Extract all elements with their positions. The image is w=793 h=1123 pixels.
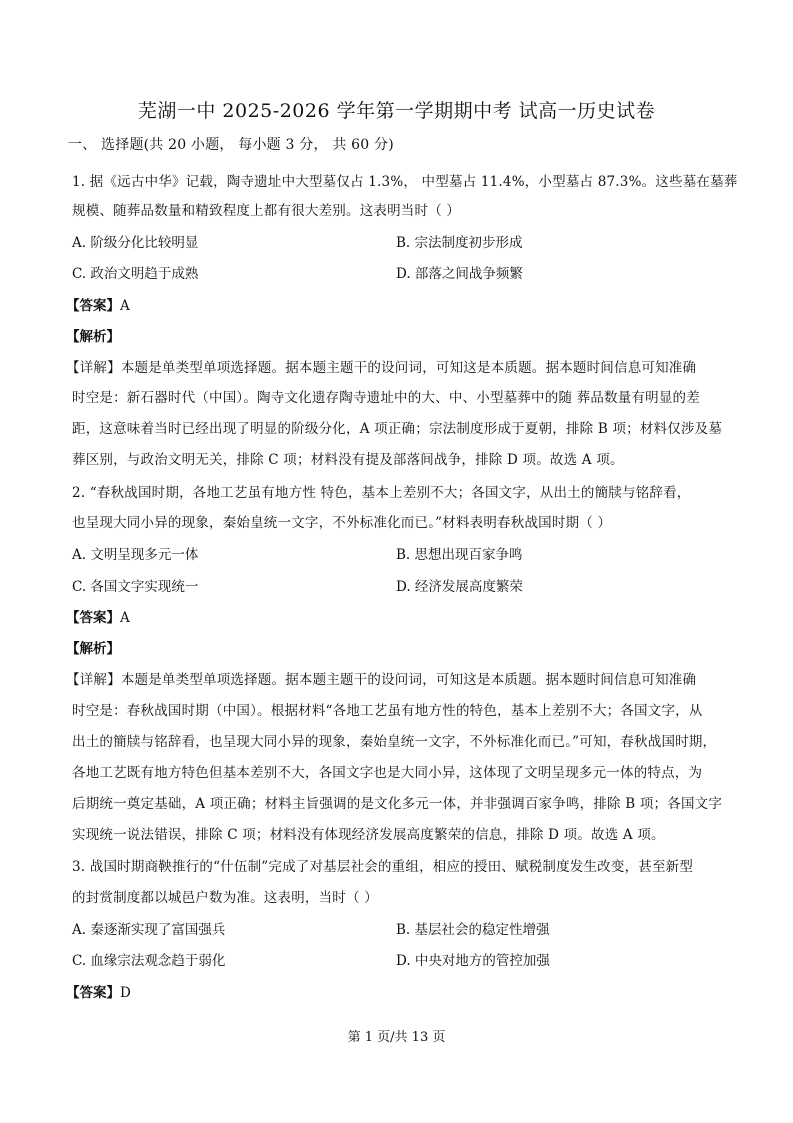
q1-option-c: C. 政治文明趋于成熟 bbox=[72, 266, 199, 282]
q3-stem-line1: 3. 战国时期商鞅推行的“什伍制”完成了对基层社会的重组，相应的授田、赋税制度发生改变，甚至新型 bbox=[72, 859, 694, 875]
q2-detail-line5: 后期统一奠定基础，A 项正确；材料主旨强调的是文化多元一体，并非强调百家争鸣，排除 B 项；各国文字 bbox=[72, 796, 723, 812]
q2-option-a: A. 文明呈现多元一体 bbox=[72, 547, 199, 563]
q3-stem-line2: 的封赏制度都以城邑户数为准。这表明，当时（ ） bbox=[72, 890, 378, 906]
detail-label: 【详解】 bbox=[66, 672, 121, 688]
q2-option-c: C. 各国文字实现统一 bbox=[72, 579, 199, 595]
q2-detail-line3: 出土的簡牍与铭辞看，也呈现大同小异的现象，秦始皇统一文字，不外标准化而已。”可知，春秋战国时期， bbox=[72, 734, 717, 750]
page-title: 芜湖一中 2025-2026 学年第一学期期中考 试高一历史试卷 bbox=[137, 100, 656, 122]
answer-label: 【答案】 bbox=[66, 985, 120, 1001]
q1-option-a: A. 阶级分化比较明显 bbox=[72, 235, 199, 251]
q2-detail-line4: 各地工艺既有地方特色但基本差别不大，各国文字也是大同小异，这体现了文明呈现多元一体的特点，为 bbox=[72, 765, 703, 781]
q2-option-d: D. 经济发展高度繁荣 bbox=[396, 579, 523, 595]
q1-stem-line2: 规模、随葬品数量和精致程度上都有很大差别。这表明当时（ ） bbox=[72, 203, 461, 219]
q1-detail-text1: 本题是单类型单项选择题。据本题主题干的设问词，可知这是本质题。据本题时间信息可知准确 bbox=[120, 360, 697, 376]
q2-analysis-label bbox=[66, 637, 120, 657]
analysis-label: 【解析】 bbox=[66, 641, 120, 657]
q1-option-d: D. 部落之间战争频繁 bbox=[396, 266, 523, 282]
section-heading: 一、 选择题(共 20 小题， 每小题 3 分， 共 60 分) bbox=[68, 137, 394, 153]
q1-answer bbox=[66, 294, 130, 314]
q2-answer bbox=[66, 606, 130, 626]
answer-label: 【答案】 bbox=[66, 610, 120, 626]
q3-option-a: A. 秦逐渐实现了富国强兵 bbox=[72, 922, 226, 938]
answer-label: 【答案】 bbox=[66, 298, 120, 314]
q2-detail-line6: 实现统一说法错误，排除 C 项；材料没有体现经济发展高度繁荣的信息，排除 D 项。故选 A 项。 bbox=[72, 827, 665, 843]
q2-option-b: B. 思想出现百家争鸣 bbox=[396, 547, 523, 563]
q2-detail-text1: 本题是单类型单项选择题。据本题主题干的设问词，可知这是本质题。据本题时间信息可知准确 bbox=[120, 672, 697, 688]
analysis-label: 【解析】 bbox=[66, 329, 120, 345]
q1-option-b: B. 宗法制度初步形成 bbox=[396, 235, 523, 251]
q1-analysis-label bbox=[66, 325, 120, 345]
answer-value: A bbox=[120, 610, 130, 626]
page-footer: 第 1 页/共 13 页 bbox=[347, 1030, 446, 1045]
q2-stem-line1: 2. “春秋战国时期，各地工艺虽有地方性 特色，基本上差别不大；各国文字，从出土的簡牍与铭辞看， bbox=[72, 485, 691, 501]
detail-label: 【详解】 bbox=[66, 360, 121, 376]
q1-detail-line4: 葬区别，与政治文明无关，排除 C 项；材料没有提及部落间战争，排除 D 项。故选 A 项。 bbox=[72, 452, 624, 468]
q2-detail-line2: 时空是：春秋战国时期（中国）。根据材料“各地工艺虽有地方性的特色，基本上差别不大；各国文字，从 bbox=[72, 703, 703, 719]
q3-answer bbox=[66, 981, 131, 1001]
q3-option-b: B. 基层社会的稳定性增强 bbox=[396, 922, 550, 938]
q1-detail-line2: 时空是：新石器时代（中国）。陶寺文化遗存陶寺遗址中的大、中、小型墓葬中的随 葬品数量有明显的差 bbox=[72, 390, 700, 406]
q2-detail-line1 bbox=[66, 668, 726, 688]
q3-option-c: C. 血缘宗法观念趋于弱化 bbox=[72, 953, 226, 969]
q3-option-d: D. 中央对地方的管控加强 bbox=[396, 953, 550, 969]
answer-value: A bbox=[120, 298, 130, 314]
q1-detail-line1 bbox=[66, 356, 726, 376]
q2-stem-line2: 也呈现大同小异的现象，秦始皇统一文字，不外标准化而已。”材料表明春秋战国时期（ ） bbox=[72, 515, 612, 531]
q1-detail-line3: 距，这意味着当时已经出现了明显的阶级分化，A 项正确；宗法制度形成于夏朝，排除 B 项；材料仅涉及墓 bbox=[72, 421, 723, 437]
q1-stem-line1: 1. 据《远古中华》记载，陶寺遗址中大型墓仅占 1.3%， 中型墓占 11.4%，小型墓占 87.3%。这些墓在墓葬 bbox=[72, 174, 738, 190]
answer-value: D bbox=[120, 985, 131, 1001]
